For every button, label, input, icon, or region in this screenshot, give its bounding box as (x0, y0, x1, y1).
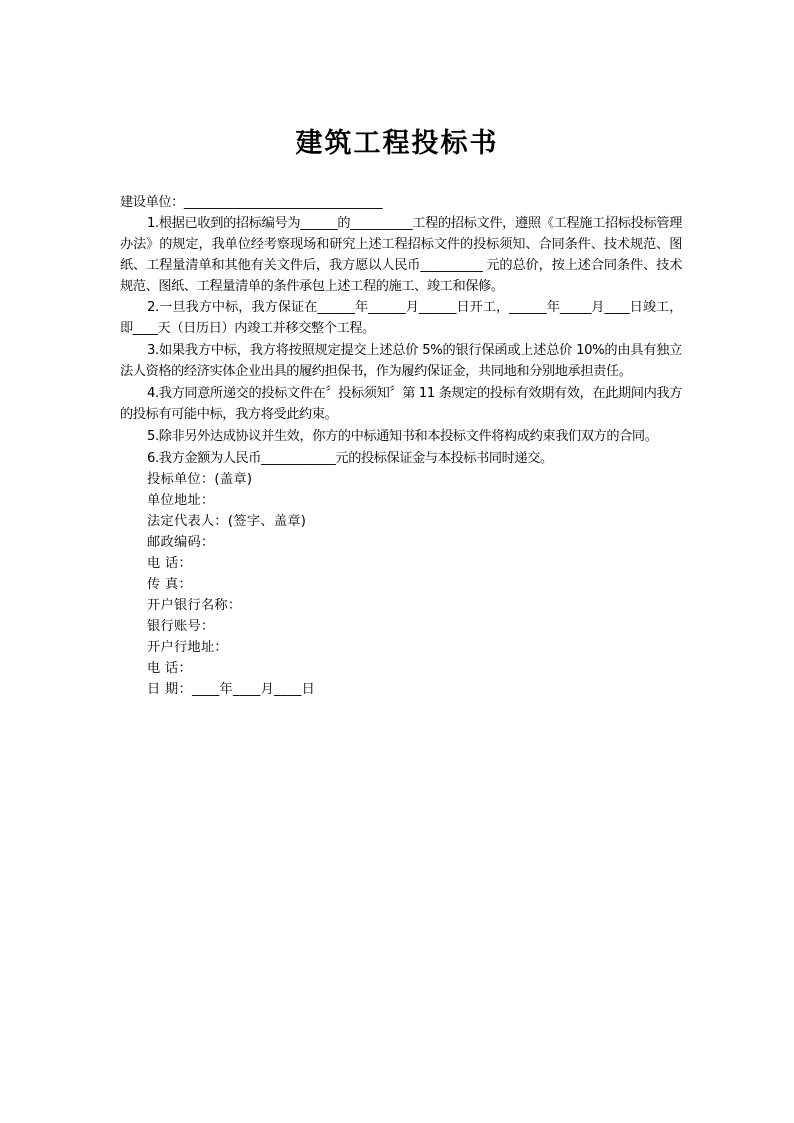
unit-address-line: 单位地址： (147, 493, 215, 508)
paragraph-4: 4.我方同意所递交的投标文件在〞投标须知〞第 11 条规定的投标有效期有效，在此期间内我方的投标有可能中标，我方将受此约束。 (120, 386, 682, 422)
telephone-line: 电 话： (147, 556, 192, 571)
legal-representative-line: 法定代表人：(签字、盖章) (147, 514, 307, 529)
bidder-unit-line: 投标单位：(盖章) (147, 472, 253, 487)
telephone-line-2: 电 话： (147, 661, 192, 676)
bank-name-line: 开户银行名称： (147, 598, 242, 613)
date-line: 日 期：____年____月____日 (147, 682, 316, 697)
bank-address-line: 开户行地址： (147, 640, 228, 655)
paragraph-3: 3.如果我方中标，我方将按照规定提交上述总价 5%的银行保函或上述总价 10%的由具有独立法人资格的经济实体企业出具的履约担保书，作为履约保证金，共同地和分别地承担责任。 (120, 343, 682, 379)
paragraph-1: 1.根据已收到的招标编号为______的__________工程的招标文件，遵照《工程施工招标投标管理办法》的规定，我单位经考察现场和研究上述工程招标文件的投标须知、合同条件、技术规范、图纸、工程量清单和其他有关文件后，我方愿以人民币__________ 元的总价，按上述合同条件、技术规范、图纸、工程量清单的条件承包上述工程的施工、竣工和保修。 (120, 216, 682, 294)
document-body (120, 192, 682, 700)
paragraph-6: 6.我方金额为人民币____________元的投标保证金与本投标书同时递交。 (147, 451, 553, 466)
paragraph-2: 2.一旦我方中标，我方保证在______年______月______日开工，______年_____月____日竣工，即____天（日历日）内竣工并移交整个工程。 (120, 300, 682, 336)
bidder-info-block (120, 469, 682, 700)
postal-code-line: 邮政编码： (147, 535, 215, 550)
bank-account-line: 银行账号： (147, 619, 215, 634)
paragraph-5: 5.除非另外达成协议并生效，你方的中标通知书和本投标文件将构成约束我们双方的合同。 (147, 429, 658, 444)
document-title: 建筑工程投标书 (295, 128, 499, 159)
fax-line: 传 真： (147, 577, 192, 592)
construction-unit-line: 建设单位：________________________________ (120, 195, 383, 210)
